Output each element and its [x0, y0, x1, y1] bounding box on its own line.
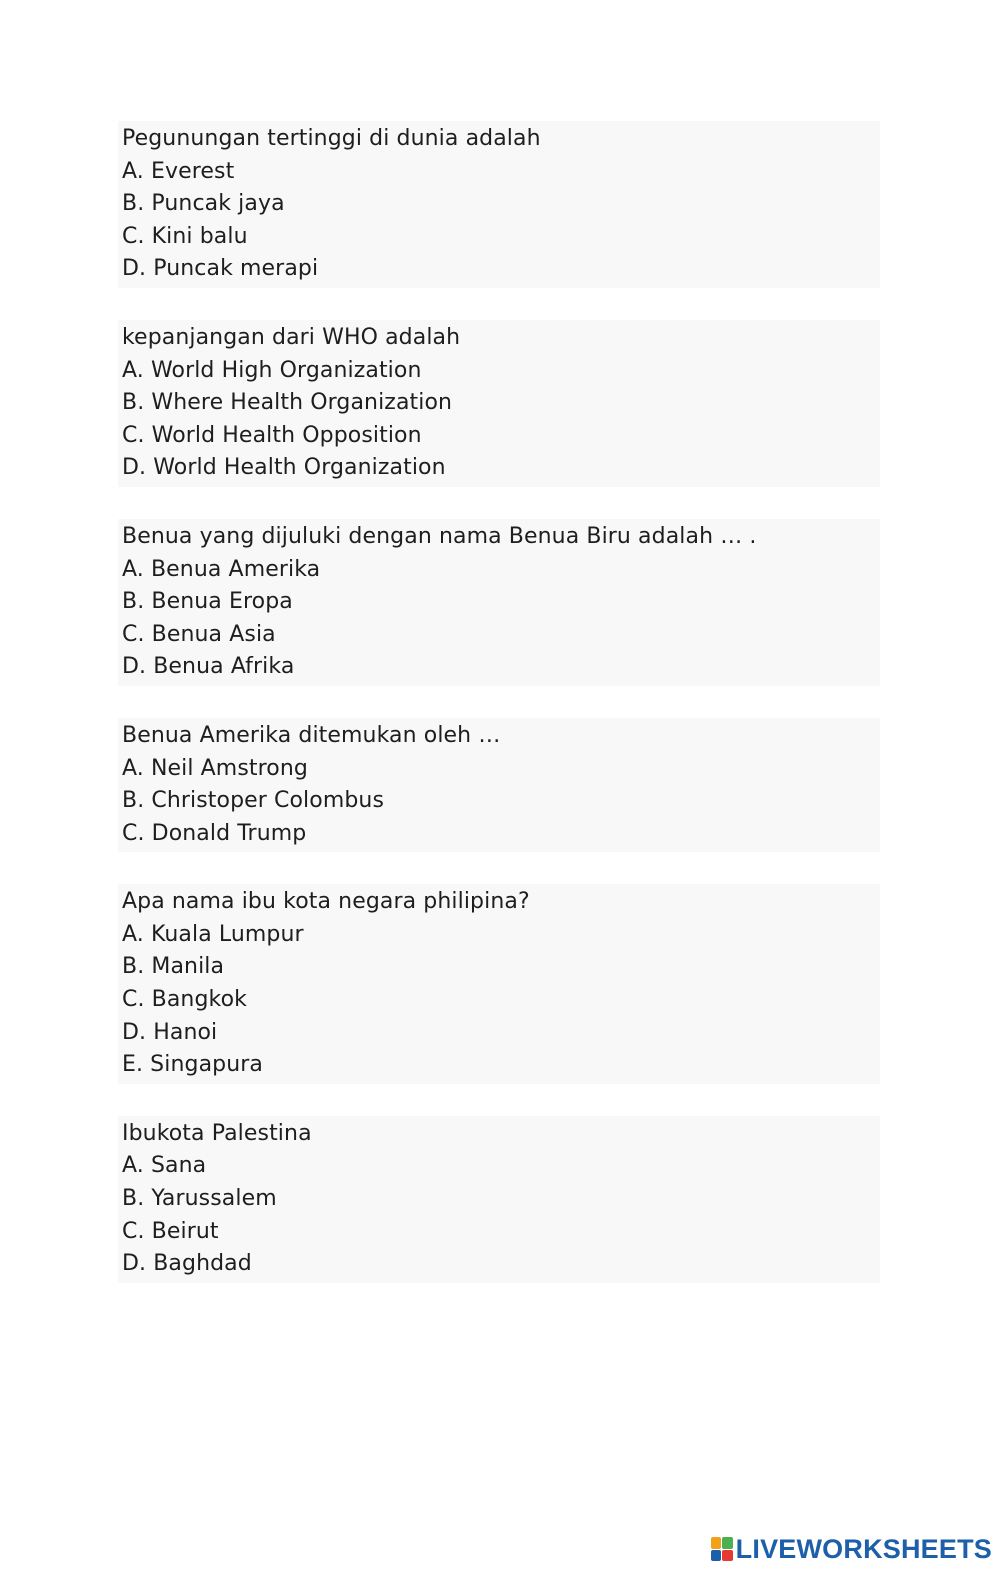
answer-option[interactable]: B. Where Health Organization — [122, 390, 453, 416]
question-text: Benua yang dijuluki dengan nama Benua Biru adalah … . — [122, 523, 757, 549]
question-text: kepanjangan dari WHO adalah — [122, 324, 461, 350]
answer-option[interactable]: C. Donald Trump — [122, 820, 307, 846]
answer-option[interactable]: A. Sana — [122, 1153, 207, 1179]
question-text: Pegunungan tertinggi di dunia adalah — [122, 126, 541, 151]
logo-text: LIVEWORKSHEETS — [735, 1533, 992, 1564]
answer-option[interactable]: B. Yarussalem — [122, 1186, 277, 1212]
question-block — [118, 320, 880, 487]
answer-option[interactable]: A. Kuala Lumpur — [122, 921, 304, 947]
answer-option[interactable]: C. Bangkok — [122, 987, 247, 1013]
question-text: Benua Amerika ditemukan oleh … — [122, 722, 501, 748]
answer-option[interactable]: A. Everest — [122, 158, 235, 184]
answer-option[interactable]: B. Benua Eropa — [122, 589, 293, 615]
answer-option[interactable]: B. Christoper Colombus — [122, 788, 385, 814]
question-block — [118, 121, 880, 288]
liveworksheets-logo-icon — [711, 1537, 733, 1561]
question-text: Apa nama ibu kota negara philipina? — [122, 889, 530, 915]
answer-option[interactable]: A. World High Organization — [122, 357, 422, 383]
answer-option[interactable]: C. Beirut — [122, 1218, 219, 1244]
answer-option[interactable]: B. Manila — [122, 954, 225, 980]
question-block — [118, 1116, 880, 1283]
answer-option[interactable]: D. Puncak merapi — [122, 256, 319, 282]
answer-option[interactable]: D. Benua Afrika — [122, 654, 295, 680]
answer-option[interactable]: A. Benua Amerika — [122, 556, 321, 582]
liveworksheets-logo — [711, 1534, 992, 1564]
answer-option[interactable]: D. Hanoi — [122, 1019, 218, 1045]
question-block — [118, 519, 880, 686]
answer-option[interactable]: D. World Health Organization — [122, 455, 446, 481]
question-block — [118, 718, 880, 852]
worksheet — [118, 121, 880, 1315]
answer-option[interactable]: C. Kini balu — [122, 223, 248, 249]
question-block — [118, 884, 880, 1084]
answer-option[interactable]: E. Singapura — [122, 1052, 263, 1078]
answer-option[interactable]: D. Baghdad — [122, 1251, 252, 1277]
question-text: Ibukota Palestina — [122, 1120, 312, 1146]
answer-option[interactable]: B. Puncak jaya — [122, 191, 285, 217]
answer-option[interactable]: C. Benua Asia — [122, 621, 276, 647]
answer-option[interactable]: C. World Health Opposition — [122, 422, 422, 448]
answer-option[interactable]: A. Neil Amstrong — [122, 755, 308, 781]
